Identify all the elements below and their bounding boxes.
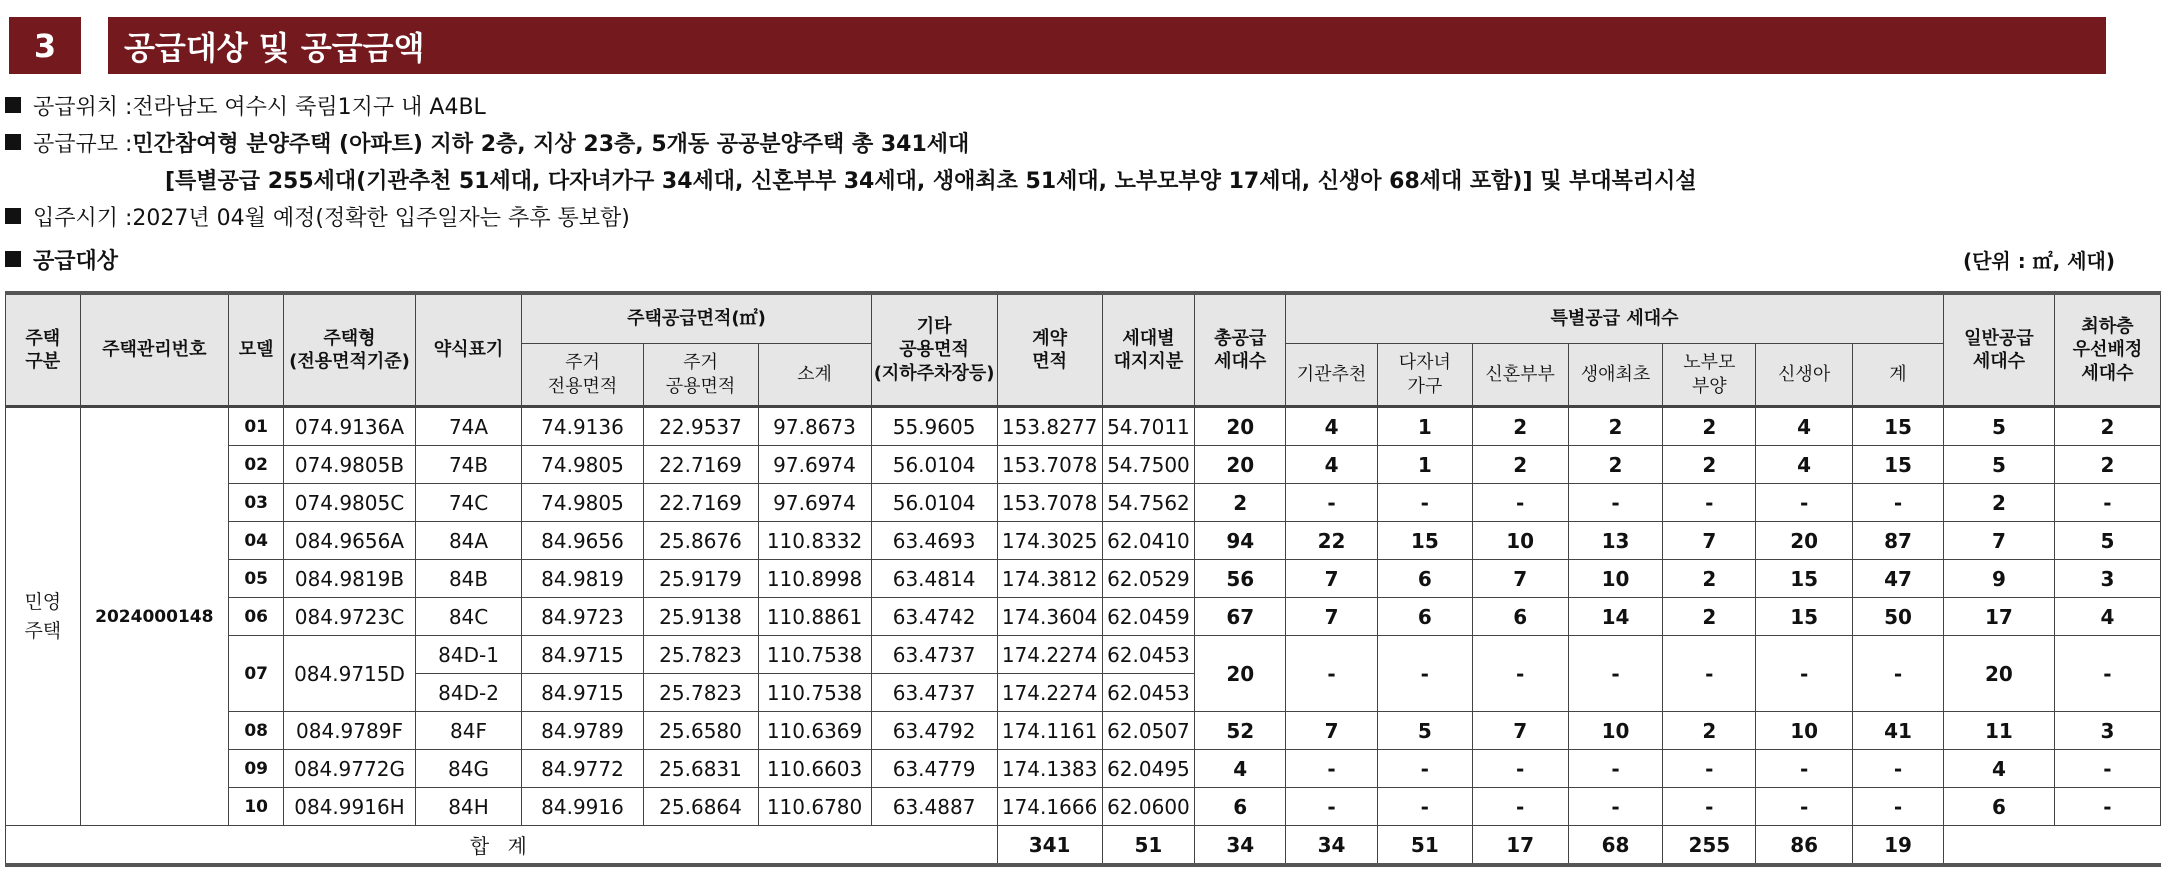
subtotal-cell: 110.7538 [758,674,871,712]
square-bullet-icon [5,251,21,267]
special-sp_sum-cell: - [1853,636,1944,712]
contract-area-cell: 153.7078 [997,484,1102,522]
special-newlywed-cell: - [1472,484,1568,522]
info-location [5,89,486,121]
abbr-cell: 84F [415,712,522,750]
contract-area-cell: 174.1383 [997,750,1102,788]
th-total-supply: 총공급 세대수 [1195,293,1286,407]
table-row [6,788,2161,826]
table-row [6,712,2161,750]
special-multi-cell: 15 [1377,522,1472,560]
th-mgmt-no: 주택관리번호 [80,293,228,407]
house-type-cell: 084.9715D [284,636,415,712]
house-type-cell: 074.9805C [284,484,415,522]
special-newborn-cell: 15 [1756,598,1853,636]
special-newborn-cell: 4 [1756,446,1853,484]
lowest-floor-cell: - [2054,636,2160,712]
special-parents-cell: - [1663,750,1756,788]
totals-special-parents: 17 [1472,826,1568,866]
contract-area-cell: 174.3604 [997,598,1102,636]
th-sp-multi: 다자녀 가구 [1377,344,1472,407]
contract-area-cell: 153.7078 [997,446,1102,484]
land-share-cell: 62.0495 [1102,750,1195,788]
abbr-cell: 84H [415,788,522,826]
special-first-cell: - [1568,750,1663,788]
subtotal-cell: 110.6603 [758,750,871,788]
house-type-cell: 074.9136A [284,407,415,446]
scale-value: 민간참여형 분양주택 (아파트) 지하 2층, 지상 23층, 5개동 공공분양주택 총 341세대 [132,131,970,157]
special-inst-cell: 22 [1286,522,1378,560]
lowest-floor-cell: - [2054,788,2160,826]
contract-area-cell: 174.3025 [997,522,1102,560]
special-inst-cell: 7 [1286,560,1378,598]
land-share-cell: 54.7562 [1102,484,1195,522]
general-cell: 11 [1943,712,2054,750]
model-cell: 09 [228,750,283,788]
th-supply-area: 주택공급면적(㎡) [522,293,871,344]
special-newborn-cell: - [1756,636,1853,712]
model-cell: 10 [228,788,283,826]
general-cell: 7 [1943,522,2054,560]
special-newlywed-cell: 6 [1472,598,1568,636]
special-inst-cell: 7 [1286,598,1378,636]
exclusive-area-cell: 74.9136 [522,407,643,446]
totals-lowest-floor: 19 [1853,826,1944,866]
special-first-cell: 10 [1568,712,1663,750]
totals-special-inst: 51 [1102,826,1195,866]
other-common-cell: 63.4737 [871,636,997,674]
model-cell: 01 [228,407,283,446]
subtotal-cell: 110.8998 [758,560,871,598]
square-bullet-icon [5,97,21,113]
th-other-common: 기타 공용면적 (지하주차장등) [871,293,997,407]
total-supply-cell: 6 [1195,788,1286,826]
totals-label: 합 계 [6,826,998,866]
lowest-floor-cell: 3 [2054,560,2160,598]
info-target [5,243,118,275]
th-abbr: 약식표기 [415,293,522,407]
special-newlywed-cell: - [1472,788,1568,826]
totals-special-multi: 34 [1195,826,1286,866]
movein-label: 입주시기 : [33,205,133,231]
mgmt-no-cell: 2024000148 [80,407,228,826]
subtotal-cell: 110.7538 [758,636,871,674]
th-house-type: 주택형 (전용면적기준) [284,293,415,407]
th-sp-parents: 노부모 부양 [1663,344,1756,407]
other-common-cell: 63.4887 [871,788,997,826]
house-kind-cell: 민영 주택 [6,407,81,826]
house-type-cell: 084.9819B [284,560,415,598]
supply-table-body [6,407,2161,866]
land-share-cell: 62.0529 [1102,560,1195,598]
abbr-cell: 84B [415,560,522,598]
location-label: 공급위치 : [33,94,133,120]
th-special: 특별공급 세대수 [1286,293,1944,344]
common-area-cell: 25.6831 [643,750,758,788]
common-area-cell: 25.7823 [643,674,758,712]
th-res-common: 주거 공용면적 [643,344,758,407]
lowest-floor-cell: 2 [2054,407,2160,446]
section-title: 공급대상 및 공급금액 [108,17,2106,74]
model-cell: 06 [228,598,283,636]
other-common-cell: 63.4814 [871,560,997,598]
special-newborn-cell: 4 [1756,407,1853,446]
totals-row [6,826,2161,866]
special-parents-cell: 7 [1663,522,1756,560]
special-first-cell: - [1568,788,1663,826]
special-parents-cell: - [1663,636,1756,712]
special-parents-cell: 2 [1663,560,1756,598]
th-lowest-floor: 최하층 우선배정 세대수 [2054,293,2160,407]
land-share-cell: 62.0453 [1102,636,1195,674]
totals-special-first: 51 [1377,826,1472,866]
lowest-floor-cell: 3 [2054,712,2160,750]
table-row [6,522,2161,560]
info-scale [5,126,969,158]
abbr-cell: 84C [415,598,522,636]
special-parents-cell: - [1663,484,1756,522]
special-first-cell: - [1568,636,1663,712]
special-inst-cell: - [1286,788,1378,826]
special-multi-cell: 1 [1377,446,1472,484]
general-cell: 17 [1943,598,2054,636]
lowest-floor-cell: - [2054,750,2160,788]
table-row [6,407,2161,446]
contract-area-cell: 174.1666 [997,788,1102,826]
lowest-floor-cell: - [2054,484,2160,522]
general-cell: 5 [1943,407,2054,446]
supply-table [5,291,2161,867]
exclusive-area-cell: 84.9772 [522,750,643,788]
special-newborn-cell: - [1756,484,1853,522]
exclusive-area-cell: 84.9723 [522,598,643,636]
special-sp_sum-cell: 87 [1853,522,1944,560]
special-inst-cell: 4 [1286,407,1378,446]
exclusive-area-cell: 74.9805 [522,484,643,522]
special-multi-cell: - [1377,788,1472,826]
total-supply-cell: 20 [1195,407,1286,446]
location-value: 전라남도 여수시 죽림1지구 내 A4BL [132,94,486,120]
table-row [6,636,2161,674]
other-common-cell: 63.4742 [871,598,997,636]
special-sp_sum-cell: 15 [1853,446,1944,484]
th-house-kind: 주택 구분 [6,293,81,407]
lowest-floor-cell: 2 [2054,446,2160,484]
exclusive-area-cell: 84.9715 [522,636,643,674]
table-row [6,750,2161,788]
special-sp_sum-cell: 50 [1853,598,1944,636]
abbr-cell: 84D-1 [415,636,522,674]
total-supply-cell: 20 [1195,446,1286,484]
special-parents-cell: - [1663,788,1756,826]
special-newborn-cell: 10 [1756,712,1853,750]
special-multi-cell: 6 [1377,598,1472,636]
special-inst-cell: - [1286,484,1378,522]
special-newborn-cell: 20 [1756,522,1853,560]
total-supply-cell: 52 [1195,712,1286,750]
special-multi-cell: 1 [1377,407,1472,446]
special-first-cell: 13 [1568,522,1663,560]
general-cell: 5 [1943,446,2054,484]
model-cell: 03 [228,484,283,522]
special-newlywed-cell: 7 [1472,712,1568,750]
total-supply-cell: 2 [1195,484,1286,522]
abbr-cell: 84D-2 [415,674,522,712]
unit-note: (단위 : ㎡, 세대) [1962,249,2115,273]
special-sp_sum-cell: - [1853,484,1944,522]
subtotal-cell: 110.8861 [758,598,871,636]
th-contract-area: 계약 면적 [997,293,1102,407]
th-sp-sum: 계 [1853,344,1944,407]
table-row [6,484,2161,522]
common-area-cell: 22.7169 [643,446,758,484]
common-area-cell: 25.8676 [643,522,758,560]
th-general: 일반공급 세대수 [1943,293,2054,407]
general-cell: 4 [1943,750,2054,788]
special-parents-cell: 2 [1663,407,1756,446]
land-share-cell: 62.0410 [1102,522,1195,560]
special-newborn-cell: - [1756,788,1853,826]
common-area-cell: 25.7823 [643,636,758,674]
land-share-cell: 62.0600 [1102,788,1195,826]
abbr-cell: 74B [415,446,522,484]
house-type-cell: 084.9772G [284,750,415,788]
other-common-cell: 63.4737 [871,674,997,712]
square-bullet-icon [5,134,21,150]
land-share-cell: 62.0453 [1102,674,1195,712]
special-newlywed-cell: 10 [1472,522,1568,560]
other-common-cell: 56.0104 [871,446,997,484]
special-sp_sum-cell: - [1853,750,1944,788]
special-sp_sum-cell: 41 [1853,712,1944,750]
land-share-cell: 62.0507 [1102,712,1195,750]
special-sp_sum-cell: 47 [1853,560,1944,598]
th-res-exclusive: 주거 전용면적 [522,344,643,407]
general-cell: 2 [1943,484,2054,522]
totals-general: 86 [1756,826,1853,866]
special-newlywed-cell: 2 [1472,446,1568,484]
special-sp_sum-cell: 15 [1853,407,1944,446]
total-supply-cell: 56 [1195,560,1286,598]
special-inst-cell: 4 [1286,446,1378,484]
special-parents-cell: 2 [1663,446,1756,484]
total-supply-cell: 4 [1195,750,1286,788]
abbr-cell: 84A [415,522,522,560]
th-sp-first: 생애최초 [1568,344,1663,407]
contract-area-cell: 174.3812 [997,560,1102,598]
lowest-floor-cell: 4 [2054,598,2160,636]
contract-area-cell: 174.2274 [997,636,1102,674]
house-type-cell: 084.9656A [284,522,415,560]
house-type-cell: 084.9723C [284,598,415,636]
th-model: 모델 [228,293,283,407]
model-cell: 05 [228,560,283,598]
common-area-cell: 25.9179 [643,560,758,598]
special-inst-cell: - [1286,636,1378,712]
common-area-cell: 22.9537 [643,407,758,446]
th-subtotal: 소계 [758,344,871,407]
model-cell: 08 [228,712,283,750]
special-multi-cell: - [1377,636,1472,712]
special-multi-cell: - [1377,484,1472,522]
common-area-cell: 25.6864 [643,788,758,826]
exclusive-area-cell: 84.9916 [522,788,643,826]
special-multi-cell: 6 [1377,560,1472,598]
special-newborn-cell: 15 [1756,560,1853,598]
lowest-floor-cell: 5 [2054,522,2160,560]
totals-total-supply: 341 [997,826,1102,866]
scale-label: 공급규모 : [33,131,133,157]
special-parents-cell: 2 [1663,712,1756,750]
contract-area-cell: 174.2274 [997,674,1102,712]
other-common-cell: 63.4792 [871,712,997,750]
special-newlywed-cell: - [1472,636,1568,712]
th-sp-inst: 기관추천 [1286,344,1378,407]
total-supply-cell: 67 [1195,598,1286,636]
table-row [6,446,2161,484]
target-heading: 공급대상 [33,248,119,274]
square-bullet-icon [5,208,21,224]
scale-detail: [특별공급 255세대(기관추천 51세대, 다자녀가구 34세대, 신혼부부 34세대, 생애최초 51세대, 노부모부양 17세대, 신생아 68세대 포함)] 및 부대복리시설 [165,168,1697,194]
other-common-cell: 63.4693 [871,522,997,560]
common-area-cell: 25.6580 [643,712,758,750]
common-area-cell: 22.7169 [643,484,758,522]
special-first-cell: 14 [1568,598,1663,636]
other-common-cell: 55.9605 [871,407,997,446]
special-first-cell: 10 [1568,560,1663,598]
totals-special-newborn: 68 [1568,826,1663,866]
contract-area-cell: 174.1161 [997,712,1102,750]
totals-special-sp_sum: 255 [1663,826,1756,866]
special-newborn-cell: - [1756,750,1853,788]
subtotal-cell: 110.6369 [758,712,871,750]
special-parents-cell: 2 [1663,598,1756,636]
house-type-cell: 074.9805B [284,446,415,484]
special-sp_sum-cell: - [1853,788,1944,826]
table-row [6,598,2161,636]
special-first-cell: 2 [1568,407,1663,446]
special-multi-cell: - [1377,750,1472,788]
subtotal-cell: 97.6974 [758,446,871,484]
info-movein [5,200,630,232]
th-sp-newborn: 신생아 [1756,344,1853,407]
general-cell: 9 [1943,560,2054,598]
section-number: 3 [9,17,81,74]
exclusive-area-cell: 84.9656 [522,522,643,560]
model-cell: 02 [228,446,283,484]
subtotal-cell: 97.8673 [758,407,871,446]
contract-area-cell: 153.8277 [997,407,1102,446]
exclusive-area-cell: 84.9715 [522,674,643,712]
house-type-cell: 084.9789F [284,712,415,750]
totals-special-newlywed: 34 [1286,826,1378,866]
special-newlywed-cell: - [1472,750,1568,788]
general-cell: 6 [1943,788,2054,826]
special-first-cell: - [1568,484,1663,522]
model-cell: 07 [228,636,283,712]
abbr-cell: 74C [415,484,522,522]
total-supply-cell: 20 [1195,636,1286,712]
exclusive-area-cell: 84.9789 [522,712,643,750]
movein-value: 2027년 04월 예정(정확한 입주일자는 추후 통보함) [132,205,630,231]
th-sp-newlywed: 신혼부부 [1472,344,1568,407]
exclusive-area-cell: 84.9819 [522,560,643,598]
model-cell: 04 [228,522,283,560]
special-inst-cell: 7 [1286,712,1378,750]
special-newlywed-cell: 7 [1472,560,1568,598]
common-area-cell: 25.9138 [643,598,758,636]
subtotal-cell: 110.8332 [758,522,871,560]
special-first-cell: 2 [1568,446,1663,484]
special-inst-cell: - [1286,750,1378,788]
exclusive-area-cell: 74.9805 [522,446,643,484]
other-common-cell: 56.0104 [871,484,997,522]
house-type-cell: 084.9916H [284,788,415,826]
subtotal-cell: 97.6974 [758,484,871,522]
total-supply-cell: 94 [1195,522,1286,560]
general-cell: 20 [1943,636,2054,712]
abbr-cell: 74A [415,407,522,446]
land-share-cell: 54.7500 [1102,446,1195,484]
land-share-cell: 62.0459 [1102,598,1195,636]
subtotal-cell: 110.6780 [758,788,871,826]
other-common-cell: 63.4779 [871,750,997,788]
abbr-cell: 84G [415,750,522,788]
special-multi-cell: 5 [1377,712,1472,750]
table-row [6,560,2161,598]
special-newlywed-cell: 2 [1472,407,1568,446]
th-land-share: 세대별 대지지분 [1102,293,1195,407]
land-share-cell: 54.7011 [1102,407,1195,446]
